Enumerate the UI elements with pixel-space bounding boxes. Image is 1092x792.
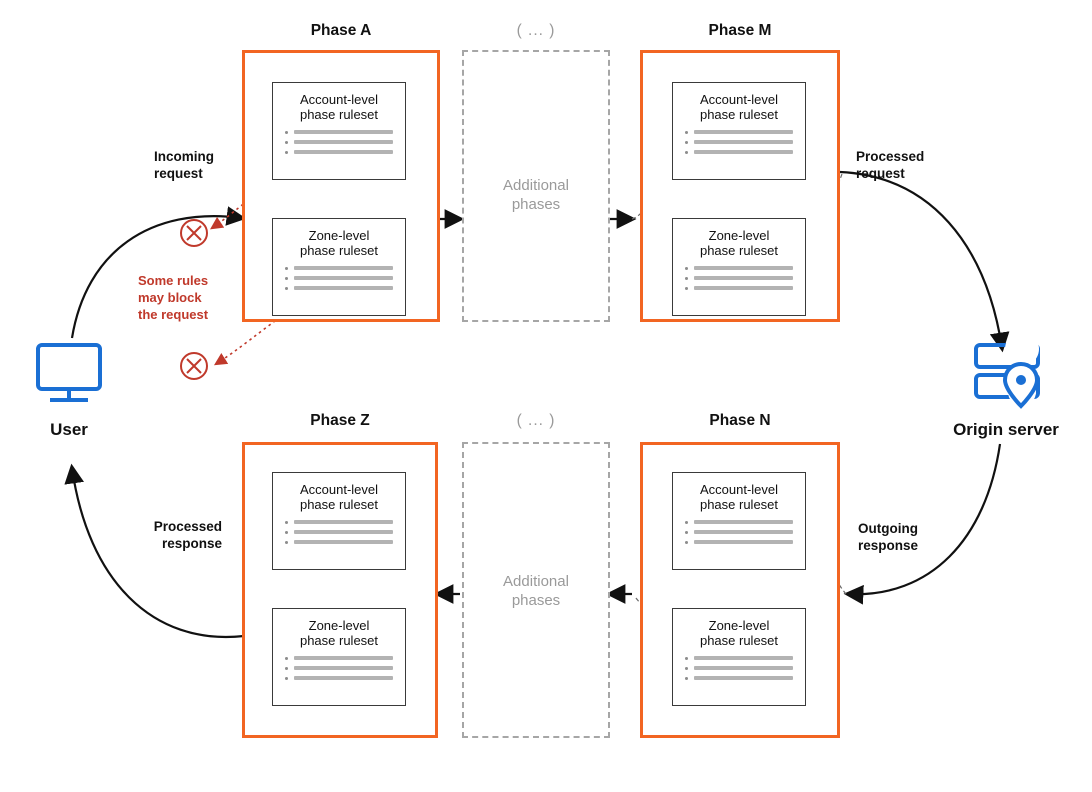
ruleset-label-line1: Account-level	[299, 92, 379, 107]
rule-line	[285, 656, 393, 660]
rule-bar	[694, 530, 793, 534]
phase-a-zone-level-ruleset	[272, 218, 406, 316]
rule-bullet-icon	[685, 141, 688, 144]
ruleset-label-line2: phase ruleset	[699, 107, 779, 122]
ruleset-label	[300, 92, 378, 122]
processed-request-label	[856, 148, 924, 182]
phase-m-zone-level-ruleset	[672, 218, 806, 316]
rule-line	[685, 150, 793, 154]
incoming-request-label	[154, 148, 214, 182]
processed-response-line2: response	[161, 536, 222, 551]
additional-phases-bottom-text	[466, 572, 606, 610]
rule-line	[285, 530, 393, 534]
ruleset-label	[300, 618, 378, 648]
rule-bar	[294, 150, 393, 154]
additional-phases-top-text	[466, 176, 606, 214]
processed-request-line2: request	[856, 166, 905, 181]
phase-a-title: Phase A	[310, 22, 372, 39]
rule-bullet-icon	[685, 277, 688, 280]
rule-bullet-icon	[285, 141, 288, 144]
blocked-request-icon-top	[181, 220, 207, 246]
additional-line1: Additional	[503, 177, 569, 194]
rule-bar	[694, 130, 793, 134]
processed-response-line1: Processed	[153, 519, 222, 534]
user-label: User	[50, 420, 88, 439]
rule-line	[285, 286, 393, 290]
rule-line	[685, 530, 793, 534]
ruleset-label	[700, 92, 778, 122]
block-note-line2: may block	[138, 290, 202, 305]
block-note-line3: the request	[138, 307, 209, 322]
rule-bullet-icon	[685, 541, 688, 544]
rule-bar	[694, 266, 793, 270]
rule-bar	[294, 540, 393, 544]
rule-bar	[694, 286, 793, 290]
phase-n-account-level-ruleset	[672, 472, 806, 570]
ruleset-label-line1: Zone-level	[308, 228, 370, 243]
ruleset-rule-lines	[273, 266, 405, 290]
ruleset-label	[300, 482, 378, 512]
additional-phases-bottom-title: ( ... )	[516, 412, 556, 429]
origin-server-icon	[976, 332, 1039, 406]
incoming-request-line1: Incoming	[154, 149, 214, 164]
rule-bullet-icon	[285, 287, 288, 290]
ruleset-label-line2: phase ruleset	[299, 497, 379, 512]
outgoing-response-line1: Outgoing	[858, 521, 918, 536]
rule-bullet-icon	[285, 531, 288, 534]
rule-bar	[294, 140, 393, 144]
additional-line2: phases	[511, 592, 561, 609]
ruleset-label	[700, 228, 778, 258]
rule-line	[285, 540, 393, 544]
rule-line	[685, 656, 793, 660]
rule-line	[685, 140, 793, 144]
rule-line	[285, 676, 393, 680]
rule-bullet-icon	[685, 287, 688, 290]
rule-bullet-icon	[685, 267, 688, 270]
rule-bar	[294, 276, 393, 280]
rule-bullet-icon	[685, 657, 688, 660]
outgoing-response-line2: response	[858, 538, 919, 553]
rule-bar	[694, 676, 793, 680]
user-monitor-icon	[38, 345, 100, 400]
rule-bar	[694, 140, 793, 144]
phase-n-title: Phase N	[709, 412, 771, 429]
rule-line	[685, 130, 793, 134]
ruleset-rule-lines	[273, 130, 405, 154]
outgoing-response-label	[858, 520, 918, 554]
ruleset-label	[700, 618, 778, 648]
rule-bar	[294, 530, 393, 534]
ruleset-rule-lines	[273, 656, 405, 680]
phase-m-account-level-ruleset	[672, 82, 806, 180]
rule-bullet-icon	[685, 131, 688, 134]
rule-bullet-icon	[285, 657, 288, 660]
ruleset-label-line2: phase ruleset	[699, 243, 779, 258]
phase-m-title: Phase M	[708, 22, 772, 39]
rule-line	[285, 140, 393, 144]
phase-z-title: Phase Z	[310, 412, 370, 429]
block-note-line1: Some rules	[138, 273, 209, 288]
ruleset-label-line1: Account-level	[699, 482, 779, 497]
rule-bullet-icon	[285, 541, 288, 544]
rule-bullet-icon	[685, 531, 688, 534]
phase-z-zone-level-ruleset	[272, 608, 406, 706]
rule-bar	[294, 676, 393, 680]
block-request-note	[138, 272, 208, 323]
ruleset-rule-lines	[673, 656, 805, 680]
additional-line2: phases	[511, 196, 561, 213]
rule-line	[285, 150, 393, 154]
rule-bullet-icon	[285, 277, 288, 280]
ruleset-label-line1: Account-level	[699, 92, 779, 107]
ruleset-label-line1: Account-level	[299, 482, 379, 497]
phase-z-account-level-ruleset	[272, 472, 406, 570]
ruleset-label-line2: phase ruleset	[299, 633, 379, 648]
blocked-request-icon-bottom	[181, 353, 207, 379]
rule-bullet-icon	[685, 677, 688, 680]
ruleset-label-line1: Zone-level	[308, 618, 370, 633]
rule-bar	[294, 666, 393, 670]
incoming-request-line2: request	[154, 166, 203, 181]
rule-line	[685, 676, 793, 680]
rule-bar	[294, 286, 393, 290]
rule-bullet-icon	[285, 267, 288, 270]
ruleset-label-line1: Zone-level	[708, 618, 770, 633]
rule-line	[685, 540, 793, 544]
rule-line	[685, 666, 793, 670]
rule-line	[685, 520, 793, 524]
rule-bullet-icon	[285, 667, 288, 670]
rule-bar	[294, 266, 393, 270]
rule-bar	[694, 520, 793, 524]
additional-line1: Additional	[503, 573, 569, 590]
processed-request-line1: Processed	[856, 149, 925, 164]
ruleset-label	[700, 482, 778, 512]
rule-bar	[694, 540, 793, 544]
rule-bar	[294, 130, 393, 134]
rule-line	[285, 276, 393, 280]
rule-bar	[294, 656, 393, 660]
ruleset-label-line2: phase ruleset	[699, 497, 779, 512]
rule-bullet-icon	[285, 131, 288, 134]
ruleset-label-line2: phase ruleset	[299, 243, 379, 258]
rule-bar	[694, 666, 793, 670]
rule-bullet-icon	[685, 667, 688, 670]
processed-response-label	[118, 518, 222, 552]
rule-line	[685, 276, 793, 280]
rule-line	[285, 266, 393, 270]
ruleset-rule-lines	[673, 130, 805, 154]
rule-bullet-icon	[285, 151, 288, 154]
rule-line	[285, 520, 393, 524]
rule-line	[685, 286, 793, 290]
rule-bar	[694, 150, 793, 154]
rule-bullet-icon	[285, 521, 288, 524]
rule-bar	[294, 520, 393, 524]
rule-bullet-icon	[685, 521, 688, 524]
phase-a-account-level-ruleset	[272, 82, 406, 180]
rule-line	[285, 666, 393, 670]
rule-bar	[694, 656, 793, 660]
ruleset-label	[300, 228, 378, 258]
rule-bullet-icon	[285, 677, 288, 680]
ruleset-rule-lines	[673, 520, 805, 544]
phase-n-zone-level-ruleset	[672, 608, 806, 706]
rule-line	[685, 266, 793, 270]
ruleset-rule-lines	[273, 520, 405, 544]
rule-line	[285, 130, 393, 134]
rule-bar	[694, 276, 793, 280]
ruleset-label-line2: phase ruleset	[699, 633, 779, 648]
origin-server-label: Origin server	[953, 420, 1059, 439]
ruleset-rule-lines	[673, 266, 805, 290]
ruleset-label-line1: Zone-level	[708, 228, 770, 243]
additional-phases-top-title: ( ... )	[516, 22, 556, 39]
ruleset-label-line2: phase ruleset	[299, 107, 379, 122]
rule-bullet-icon	[685, 151, 688, 154]
